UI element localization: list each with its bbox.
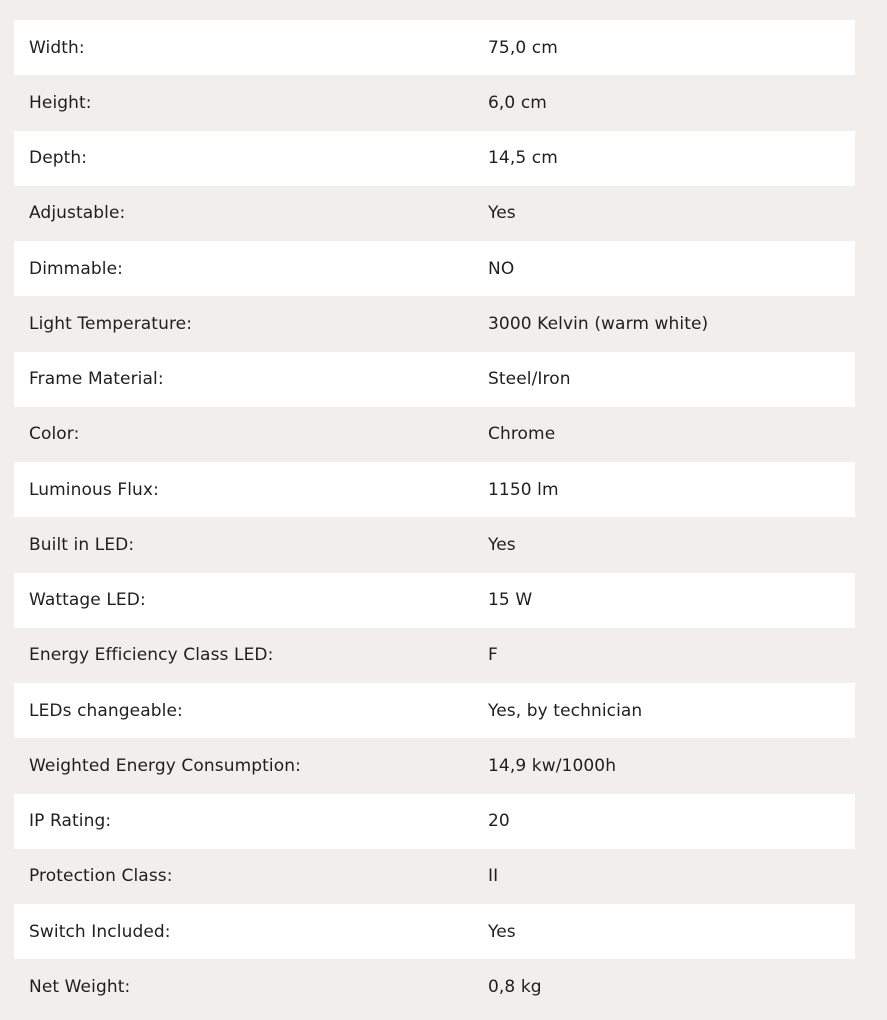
spec-label: LEDs changeable: xyxy=(29,700,183,721)
spec-label: Color: xyxy=(29,424,80,445)
spec-value: 0,8 kg xyxy=(488,976,542,997)
spec-label: Net Weight: xyxy=(29,976,131,997)
spec-label: Weighted Energy Consumption: xyxy=(29,755,301,776)
spec-row-height xyxy=(14,75,855,130)
spec-label: Switch Included: xyxy=(29,921,171,942)
spec-value: NO xyxy=(488,258,515,279)
spec-row-wattage-led xyxy=(14,573,855,628)
spec-row-ip-rating xyxy=(14,794,855,849)
spec-label: Wattage LED: xyxy=(29,590,146,611)
spec-value: 14,9 kw/1000h xyxy=(488,755,617,776)
spec-label: Width: xyxy=(29,37,85,58)
spec-value: Steel/Iron xyxy=(488,369,571,390)
spec-value: F xyxy=(488,645,498,666)
spec-row-protection-class xyxy=(14,849,855,904)
spec-value: Chrome xyxy=(488,424,556,445)
spec-label: Energy Efficiency Class LED: xyxy=(29,645,274,666)
spec-row-leds-changeable xyxy=(14,683,855,738)
spec-value: 1150 lm xyxy=(488,479,559,500)
spec-row-dimmable xyxy=(14,241,855,296)
spec-value: Yes xyxy=(488,534,516,555)
spec-label: Light Temperature: xyxy=(29,313,193,334)
spec-value: 14,5 cm xyxy=(488,148,558,169)
spec-label: Protection Class: xyxy=(29,866,173,887)
spec-value: Yes xyxy=(488,203,516,224)
spec-label: Built in LED: xyxy=(29,534,135,555)
spec-value: Yes, by technician xyxy=(488,700,643,721)
spec-row-depth xyxy=(14,131,855,186)
spec-value: 15 W xyxy=(488,590,533,611)
spec-label: IP Rating: xyxy=(29,811,112,832)
spec-value: 3000 Kelvin (warm white) xyxy=(488,313,709,334)
spec-row-energy-efficiency-class xyxy=(14,628,855,683)
spec-row-width xyxy=(14,20,855,75)
spec-row-light-temperature xyxy=(14,296,855,351)
spec-row-adjustable xyxy=(14,186,855,241)
spec-label: Depth: xyxy=(29,148,88,169)
spec-row-luminous-flux xyxy=(14,462,855,517)
spec-row-color xyxy=(14,407,855,462)
spec-row-built-in-led xyxy=(14,517,855,572)
spec-value: II xyxy=(488,866,499,887)
spec-value: 75,0 cm xyxy=(488,37,558,58)
spec-row-net-weight xyxy=(14,959,855,1014)
spec-row-switch-included xyxy=(14,904,855,959)
spec-row-weighted-energy-consumption xyxy=(14,738,855,793)
spec-label: Frame Material: xyxy=(29,369,164,390)
spec-label: Luminous Flux: xyxy=(29,479,159,500)
spec-label: Height: xyxy=(29,92,92,113)
spec-value: 20 xyxy=(488,811,510,832)
spec-label: Dimmable: xyxy=(29,258,123,279)
spec-row-frame-material xyxy=(14,352,855,407)
spec-table xyxy=(14,20,855,1015)
spec-value: Yes xyxy=(488,921,516,942)
spec-value: 6,0 cm xyxy=(488,92,547,113)
spec-label: Adjustable: xyxy=(29,203,126,224)
